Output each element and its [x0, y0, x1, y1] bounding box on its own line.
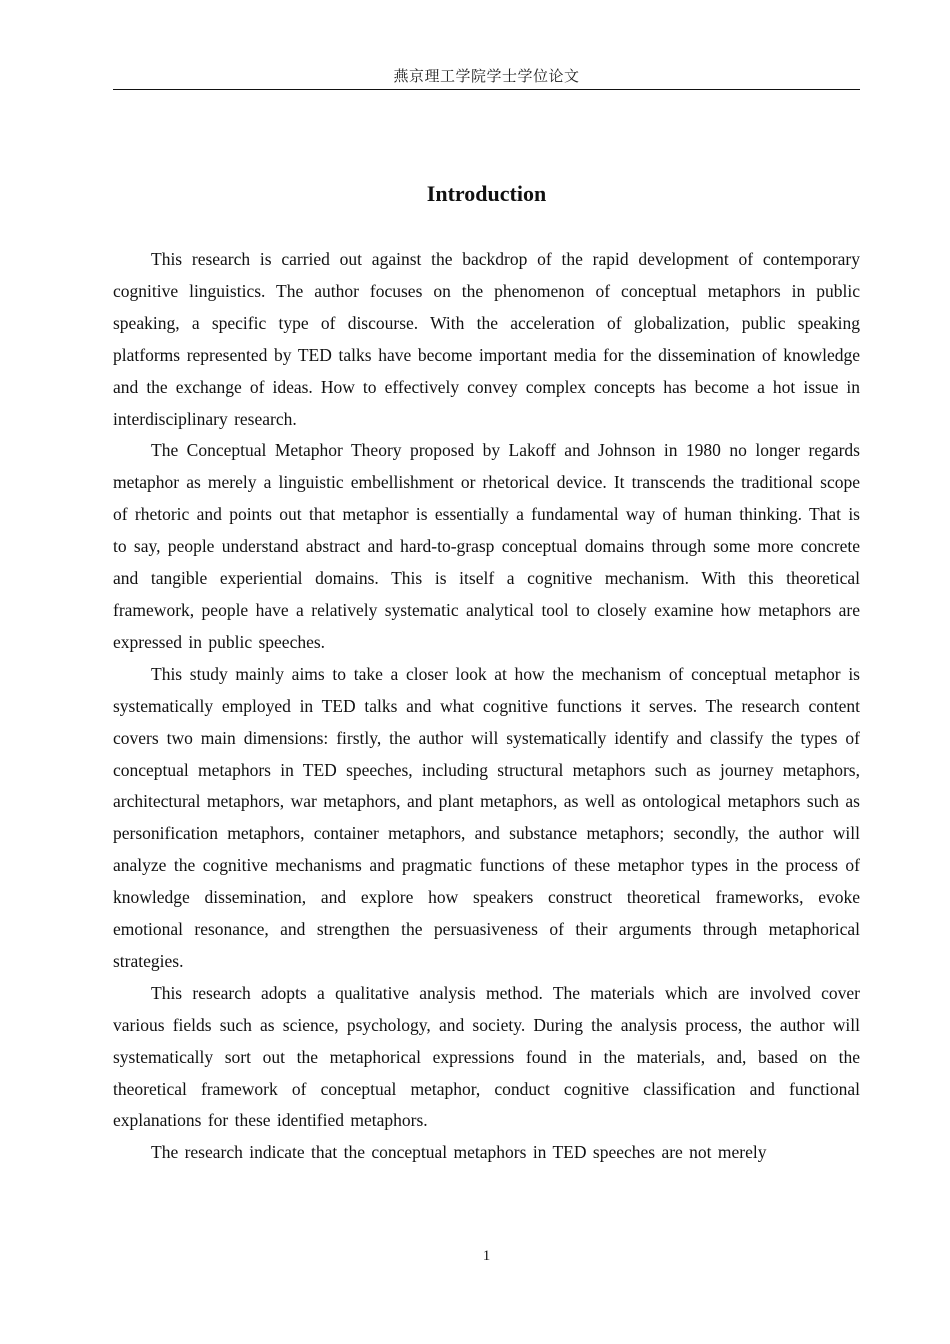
page-number: 1	[482, 1248, 491, 1264]
paragraph: This research adopts a qualitative analysis method. The materials which are involved cover various fields such as science, psychology, and society. During the analysis process, the author will systematically sort out the metaphorical expressions found in the materials, and, based on the theoretical framework of conceptual metaphor, conduct cognitive classification and functional explanations for these identified metaphors.	[113, 982, 860, 1131]
section-title: Introduction	[426, 181, 547, 206]
running-header: 燕京理工学院学士学位论文	[393, 69, 580, 85]
paragraph: The research indicate that the conceptual metaphors in TED speeches are not merely	[151, 1142, 767, 1163]
paragraph: This research is carried out against the backdrop of the rapid development of contemporary cognitive linguistics. The author focuses on the phenomenon of conceptual metaphors in public speaking, a specific type of discourse. With the acceleration of globalization, public speaking platforms represented by TED talks have become important media for the dissemination of knowledge and the exchange of ideas. How to effectively convey complex concepts has become a hot issue in interdisciplinary research.	[113, 249, 860, 429]
body-text	[113, 244, 860, 1169]
paragraph: The Conceptual Metaphor Theory proposed by Lakoff and Johnson in 1980 no longer regards metaphor as merely a linguistic embellishment or rhetorical device. It transcends the traditional scope of rhetoric and points out that metaphor is essentially a fundamental way of human thinking. That is to say, people understand abstract and hard-to-grasp conceptual domains through some more concrete and tangible experiential domains. This is itself a cognitive mechanism. With this theoretical framework, people have a relatively systematic analytical tool to closely examine how metaphors are expressed in public speeches.	[113, 440, 860, 652]
paragraph: This study mainly aims to take a closer look at how the mechanism of conceptual metaphor is systematically employed in TED talks and what cognitive functions it serves. The research content covers two main dimensions: firstly, the author will systematically identify and classify the types of conceptual metaphors in TED speeches, including structural metaphors such as journey metaphors, architectural metaphors, war metaphors, and plant metaphors, as well as ontological metaphors such as personification metaphors, container metaphors, and substance metaphors; secondly, the author will analyze the cognitive mechanisms and pragmatic functions of these metaphor types in the process of knowledge dissemination, and explore how speakers construct theoretical frameworks, evoke emotional resonance, and strengthen the persuasiveness of their arguments through metaphorical strategies.	[113, 663, 860, 971]
header-rule	[113, 89, 860, 90]
